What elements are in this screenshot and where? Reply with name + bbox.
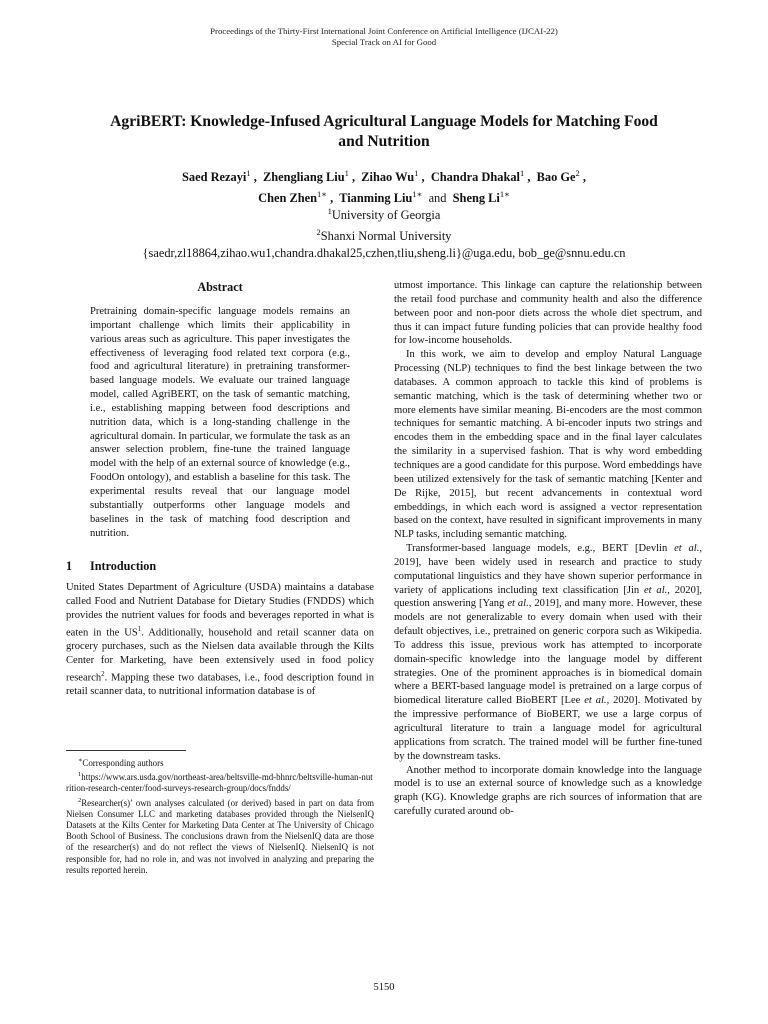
intro-text-c: . Mapping these two databases, i.e., food description found in retail scanner data, to nutritional information database is of [66,672,374,698]
footnote-url[interactable]: https://www.ars.usda.gov/northeast-area/beltsville-md-bhnrc/beltsville-human-nutrition-research-center/food-surveys-research-group/docs/fndds/ [66,772,373,794]
et-al: et al. [643,584,668,596]
page-number: 5150 [373,982,395,993]
author-mark: 1∗ [412,189,423,200]
author-mark: 1 [246,168,251,178]
paragraph-transformers [394,542,702,764]
title-line-2: and Nutrition [338,133,430,150]
affiliations [40,203,728,262]
footnote-ref-1: 1 [137,624,142,633]
author-name: Bao Ge [536,170,576,185]
author-mark: 1 [344,168,349,178]
paper-title [50,112,718,152]
para-text: , 2019], and many more. However, these models are not generalizable to every domain when used with their default objectives, i.e., pretrained on generic corpora such as Wikipedia. To address this issue, previous work has attempted to incorporate domain-specific knowledge into the language model by different strategies. One of the prominent approaches is in biomedical domain where a BERT-based language model is pretrained on a large corpus of biomedical literature called BioBERT [Lee [394,598,702,707]
author-line-1: Saed Rezayi$^1$ , Zhengliang Liu$^1$ , Zihao Wu$^1$ , Chandra Dhakal$^1$ , Bao Ge$^2$ , [182,168,586,185]
para-text: , 2020]. Motivated by the impressive performance of BioBERT, we use a large corpus of agricultural literature to train a language model for agricultural applications from scratch. The trained model will be further fine-tuned by the downstream tasks. [394,695,702,762]
intro-text-a: United States Department of Agriculture (USDA) maintains a database called Food and Nutrient Database for Dietary Studies (FNDDS) which provides the nutrient values for foods and beverages reported in what is eaten in the US [66,582,374,639]
section-number: 1 [66,559,73,574]
section-heading-introduction [66,558,374,574]
and-word: and [428,191,447,206]
author-name: Sheng Li [452,191,500,206]
author-mark: 1∗ [317,189,328,200]
author-name: Saed Rezayi [182,170,247,185]
conference-header [0,26,768,48]
author-mark: 1 [520,168,525,178]
author-name: Zihao Wu [361,170,415,185]
author-mark: 2 [575,168,580,178]
paragraph-knowledge-graph: Another method to incorporate domain knowledge into the language model is to use an external source of knowledge such as a knowledge graph (KG). Knowledge graphs are rich sources of information that are carefully curated around ob- [394,764,702,818]
affiliation-1 [40,203,728,224]
affiliation-2 [40,224,728,245]
section-title: Introduction [90,559,157,574]
author-mark: 1∗ [499,189,510,200]
header-line-proceedings: Proceedings of the Thirty-First International Joint Conference on Artificial Intelligence (IJCAI-22) [210,26,558,36]
right-column [394,279,702,819]
et-al: et al. [584,695,607,707]
footnote-mark: 2 [78,796,82,804]
author-name: Tianming Liu [339,191,413,206]
intro-text-b: . Additionally, household and retail scanner data on grocery purchases, such as the Nielsen data available through the Kilts Center for Marketing, have been extensively used in food policy research [66,627,374,684]
title-line-1: AgriBERT: Knowledge-Infused Agricultural Language Models for Matching Food [110,113,658,130]
author-name: Chandra Dhakal [430,170,520,185]
header-line-track: Special Track on AI for Good [331,37,437,47]
paragraph-nlp: In this work, we aim to develop and employ Natural Language Processing (NLP) techniques to find the best linkage between the two databases. A common approach to tackle this kind of problems is semantic matching, which is the task of determining whether two or more elements have similar meaning. Bi-encoders are the most common techniques for semantic matching. A bi-encoder inputs two strings and encodes them in the embedding space and in the final layer calculates the similarity in a supervised fashion. That is why word embedding techniques are a good candidate for this purpose. Word embeddings have been utilized extensively for the task of semantic matching [Kenter and De Rijke, 2015], but recent advancements in contextual word embeddings, in which each word is assigned a vector representation based on the context, have resulted in significant improvements in many NLP tasks, including semantic matching. [394,349,702,541]
footnote-rule [66,750,186,751]
footnote-1 [66,769,374,794]
author-mark: 1 [414,168,419,178]
et-al: et al. [674,543,700,555]
et-al: et al. [507,598,529,610]
para-text: , 2019], have been widely used in research and practice to study computational linguistics and they have shown superior performance in variety of applications including text classification [Jin [394,543,702,596]
author-list [40,165,728,207]
left-column [66,279,374,699]
footnote-2 [66,795,374,876]
abstract-heading: Abstract [197,280,243,294]
abstract-text: Pretraining domain-specific language models remains an important challenge which limits their applicability in various areas such as agriculture. This paper investigates the effectiveness of leveraging food related text corpora (e.g., food and agricultural literature) in pretraining transformer-based language models. We evaluate our trained language model, called AgriBERT, on the task of semantic matching, i.e., establishing mapping between food descriptions and nutrition data, which is a long-standing challenge in the agricultural domain. In particular, we formulate the task as an answer selection problem, fine-tune the trained language model with the help of an external source of knowledge (e.g., FoodOn ontology), and establish a baseline for this task. The experimental results reveal that our language model substantially outperforms other language models and baselines in the task of matching food description and nutrition. [90,306,350,539]
para-text: , 2020], question answering [Yang [394,584,702,610]
para-text: Transformer-based language models, e.g., BERT [Devlin [406,543,675,555]
footnote-mark: ∗ [78,757,83,764]
intro-paragraph [66,581,374,699]
footnote-text: Researcher(s)’ own analyses calculated (or derived) based in part on data from Nielsen Consumer LLC and marketing databases provided through the NielsenIQ Datasets at the Kilts Center for Marketing Data Center at The University of Chicago Booth School of Business. The conclusions drawn from the NielsenIQ data are those of the researcher(s) and do not reflect the views of NielsenIQ. NielsenIQ is not responsible for, had no role in, and was not involved in analyzing and preparing the results reported herein. [66,797,374,875]
affiliation-mark: 2 [316,227,321,238]
author-name: Chen Zhen [258,191,317,206]
affiliation-name: Shanxi Normal University [320,229,452,244]
author-emails: {saedr,zl18864,zihao.wu1,chandra.dhakal25,czhen,tliu,sheng.li}@uga.edu, bob_ge@snnu.edu.cn [142,246,626,261]
paragraph-linkage: utmost importance. This linkage can capture the relationship between the retail food purchase and community health and also the difference between poor and non-poor diets across the whole diet spectrum, and thus it can impact future funding policies that can provide healthy food for low-income households. [394,280,702,347]
footnote-text: Corresponding authors [82,757,164,768]
author-name: Zhengliang Liu [263,170,345,185]
footnotes [66,750,374,876]
footnote-mark: 1 [78,771,82,779]
author-line-2: Chen Zhen$^{1∗}$ , Tianming Liu$^{1∗}$ and Sheng $Li^{1∗}$ [258,189,510,206]
footnote-ref-2: 2 [101,669,105,678]
affiliation-mark: 1 [327,206,332,216]
affiliation-name: University of Georgia [331,208,441,223]
footnote-corresponding [66,755,374,769]
